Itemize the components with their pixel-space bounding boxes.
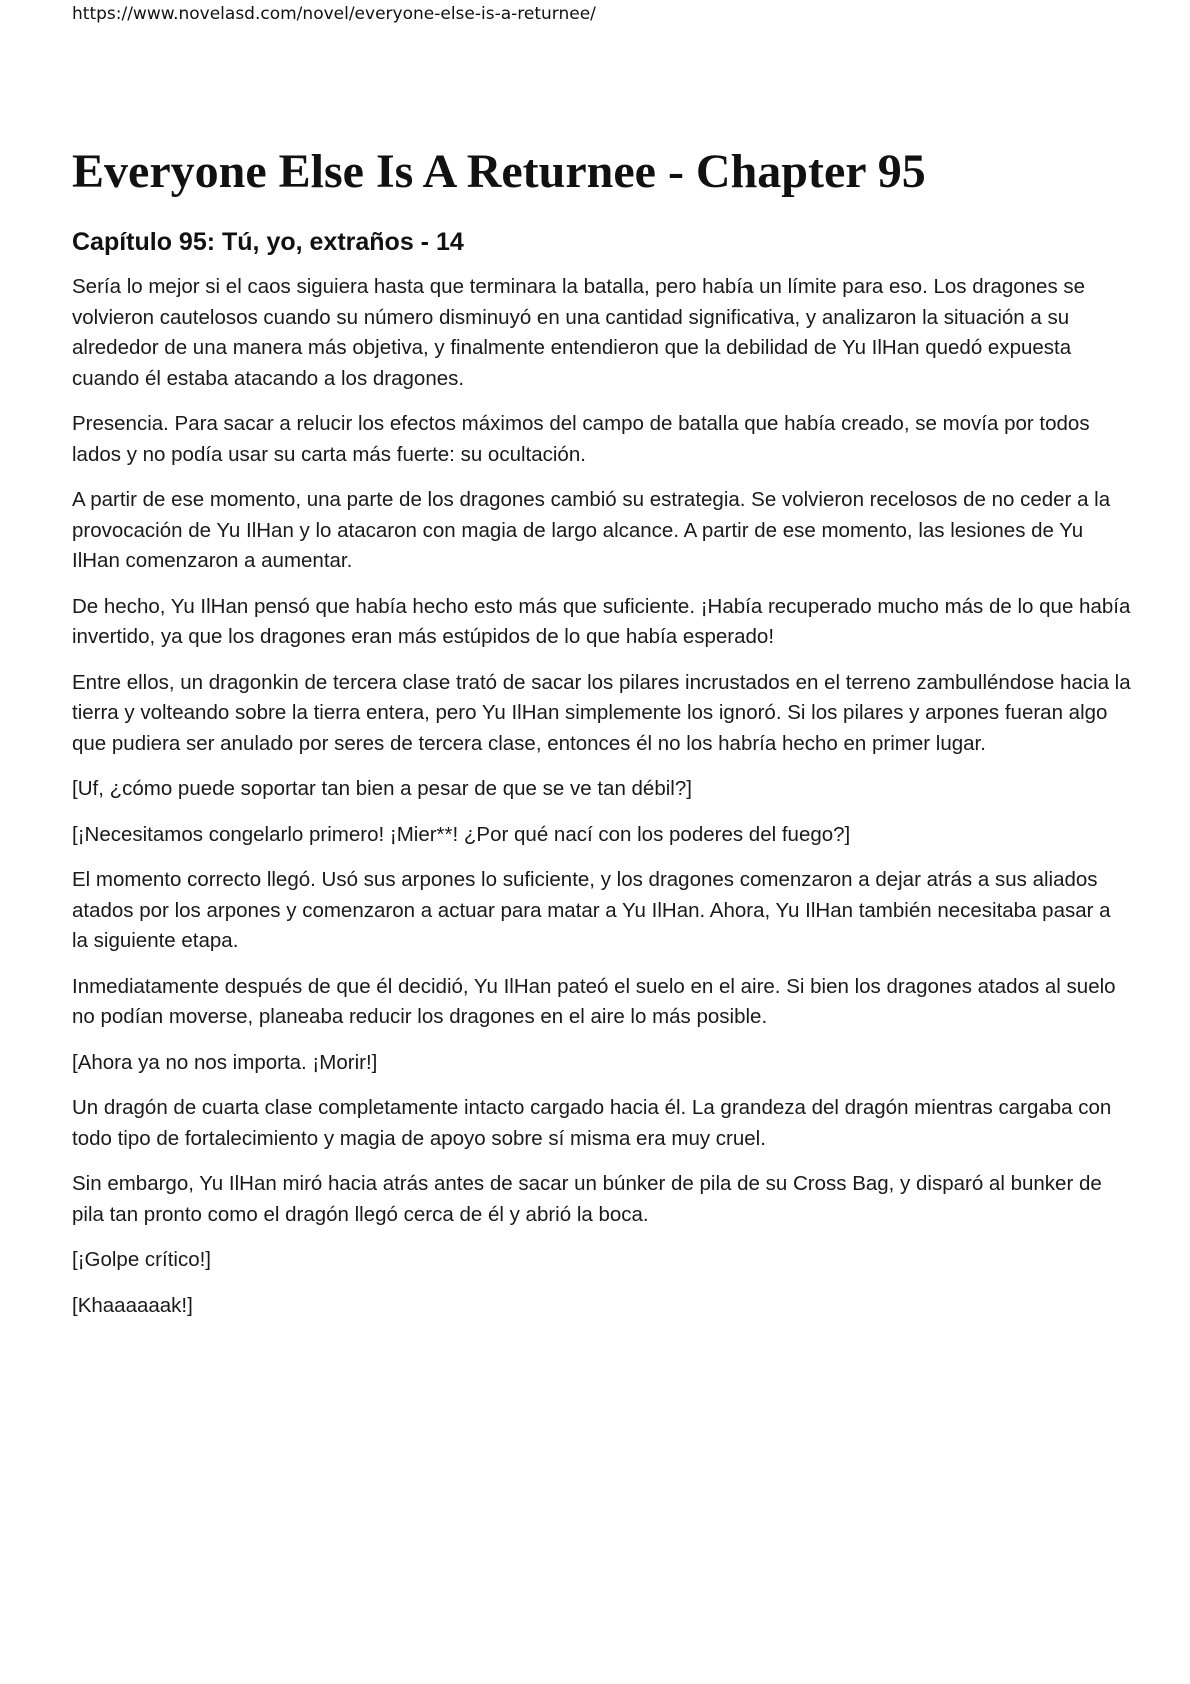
- paragraph: Presencia. Para sacar a relucir los efectos máximos del campo de batalla que había creado, se movía por todos lados y no podía usar su carta más fuerte: su ocultación.: [72, 412, 1090, 466]
- paragraph: Entre ellos, un dragonkin de tercera clase trató de sacar los pilares incrustados en el terreno zambulléndose hacia la tierra y volteando sobre la tierra entera, pero Yu IlHan simplemente los ignoró. Si los pilares y arpones fueran algo que pudiera ser anulado por seres de tercera clase, entonces él no los habría hecho en primer lugar.: [72, 670, 1131, 755]
- dialogue-line: [Uf, ¿cómo puede soportar tan bien a pesar de que se ve tan débil?]: [72, 777, 692, 800]
- paragraph: Sin embargo, Yu IlHan miró hacia atrás antes de sacar un búnker de pila de su Cross Bag, y disparó al bunker de pila tan pronto como el dragón llegó cerca de él y abrió la boca.: [72, 1172, 1102, 1226]
- dialogue-line: [Ahora ya no nos importa. ¡Morir!]: [72, 1050, 378, 1074]
- paragraph: De hecho, Yu IlHan pensó que había hecho esto más que suficiente. ¡Había recuperado mucho más de lo que había invertido, ya que los dragones eran más estúpidos de lo que había esperado!: [72, 594, 1131, 648]
- page-title: Everyone Else Is A Returnee - Chapter 95: [72, 145, 926, 198]
- dialogue-line: [¡Golpe crítico!]: [72, 1248, 211, 1271]
- paragraph: El momento correcto llegó. Usó sus arpones lo suficiente, y los dragones comenzaron a dejar atrás a sus aliados atados por los arpones y comenzaron a actuar para matar a Yu IlHan. Ahora, Yu IlHan también necesitaba pasar a la siguiente etapa.: [72, 868, 1111, 952]
- paragraph: Un dragón de cuarta clase completamente intacto cargado hacia él. La grandeza del dragón mientras cargaba con todo tipo de fortalecimiento y magia de apoyo sobre sí misma era muy cruel.: [72, 1096, 1112, 1150]
- paragraph: Sería lo mejor si el caos siguiera hasta que terminara la batalla, pero había un límite para eso. Los dragones se volvieron cautelosos cuando su número disminuyó en una cantidad significativa, y analizaron la situación a su alrededor de una manera más objetiva, y finalmente entendieron que la debilidad de Yu IlHan quedó expuesta cuando él estaba atacando a los dragones.: [72, 275, 1086, 390]
- page-url[interactable]: https://www.novelasd.com/novel/everyone-else-is-a-returnee/: [72, 4, 596, 24]
- paragraph: Inmediatamente después de que él decidió, Yu IlHan pateó el suelo en el aire. Si bien los dragones atados al suelo no podían moverse, planeaba reducir los dragones en el aire lo más posible.: [72, 974, 1116, 1028]
- paragraph: A partir de ese momento, una parte de los dragones cambió su estrategia. Se volvieron recelosos de no ceder a la provocación de Yu IlHan y lo atacaron con magia de largo alcance. A partir de ese momento, las lesiones de Yu IlHan comenzaron a aumentar.: [72, 488, 1111, 572]
- dialogue-line: [¡Necesitamos congelarlo primero! ¡Mier**! ¿Por qué nací con los poderes del fuego?]: [72, 822, 851, 846]
- article: [72, 142, 1132, 1336]
- dialogue-line: [Khaaaaaak!]: [72, 1293, 193, 1317]
- chapter-subtitle: Capítulo 95: Tú, yo, extraños - 14: [72, 228, 464, 256]
